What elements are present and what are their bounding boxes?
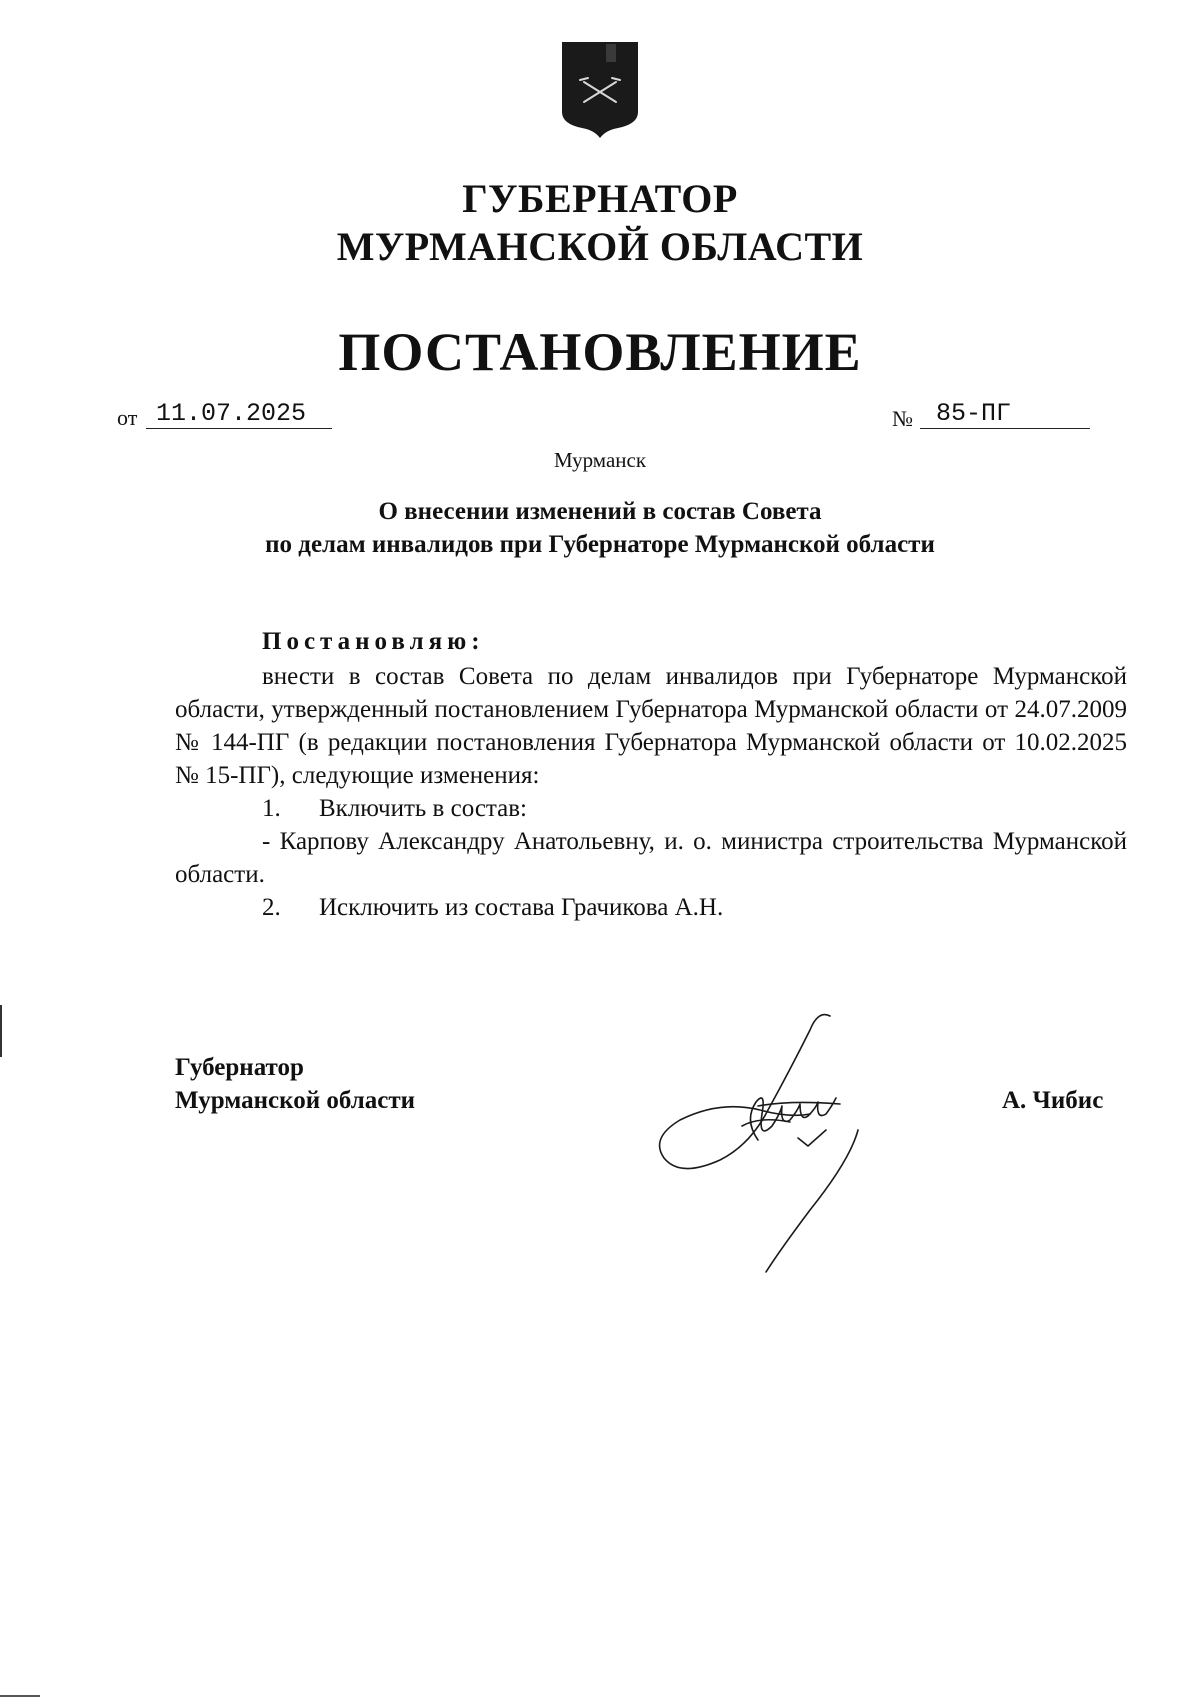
list-item [175,891,1127,924]
document-number: 85-ПГ [920,400,1090,429]
inclusion-entry: - Карпову Александру Анатольевну, и. о. министра строительства Мурманской области. [175,828,1127,888]
list-item-number: 1. [262,795,281,822]
number-prefix: № [892,406,913,431]
signatory-title [175,1051,415,1117]
authority-region: МУРМАНСКОЙ ОБЛАСТИ [336,224,864,269]
city: Мурманск [553,448,647,472]
signatory-title-line-2: Мурманской области [175,1087,416,1114]
scan-edge-mark [0,1005,2,1057]
list-item-text: Исключить из состава Грачикова А.Н. [319,894,724,921]
document-date: 11.07.2025 [146,400,332,429]
coat-of-arms-icon [558,38,642,140]
signatory-title-line-1: Губернатор [175,1054,304,1081]
scan-edge-mark [0,1695,40,1697]
subject-line-2: по делам инвалидов при Губернаторе Мурманской области [265,531,935,558]
date-prefix: от [117,405,138,430]
decree-heading: Постановляю: [262,628,485,655]
subject-line-1: О внесении изменений в состав Совета [378,498,822,525]
document-body [175,660,1127,924]
list-item [175,792,1127,825]
body-intro: внести в состав Совета по делам инвалидов при Губернаторе Мурманской области, утвержденный постановлением Губернатора Мурманской области от 24.07.2009 № 144-ПГ (в редакции постановления Губернатора Мурманской области от 10.02.2025 № 15-ПГ), следующие изменения: [175,663,1127,789]
handwritten-signature [640,1010,940,1290]
document-type: ПОСТАНОВЛЕНИЕ [338,322,862,382]
authority-title: ГУБЕРНАТОР [462,176,738,221]
list-item-number: 2. [262,894,281,921]
signatory-name: А. Чибис [1002,1087,1104,1114]
list-item-text: Включить в состав: [319,795,527,822]
